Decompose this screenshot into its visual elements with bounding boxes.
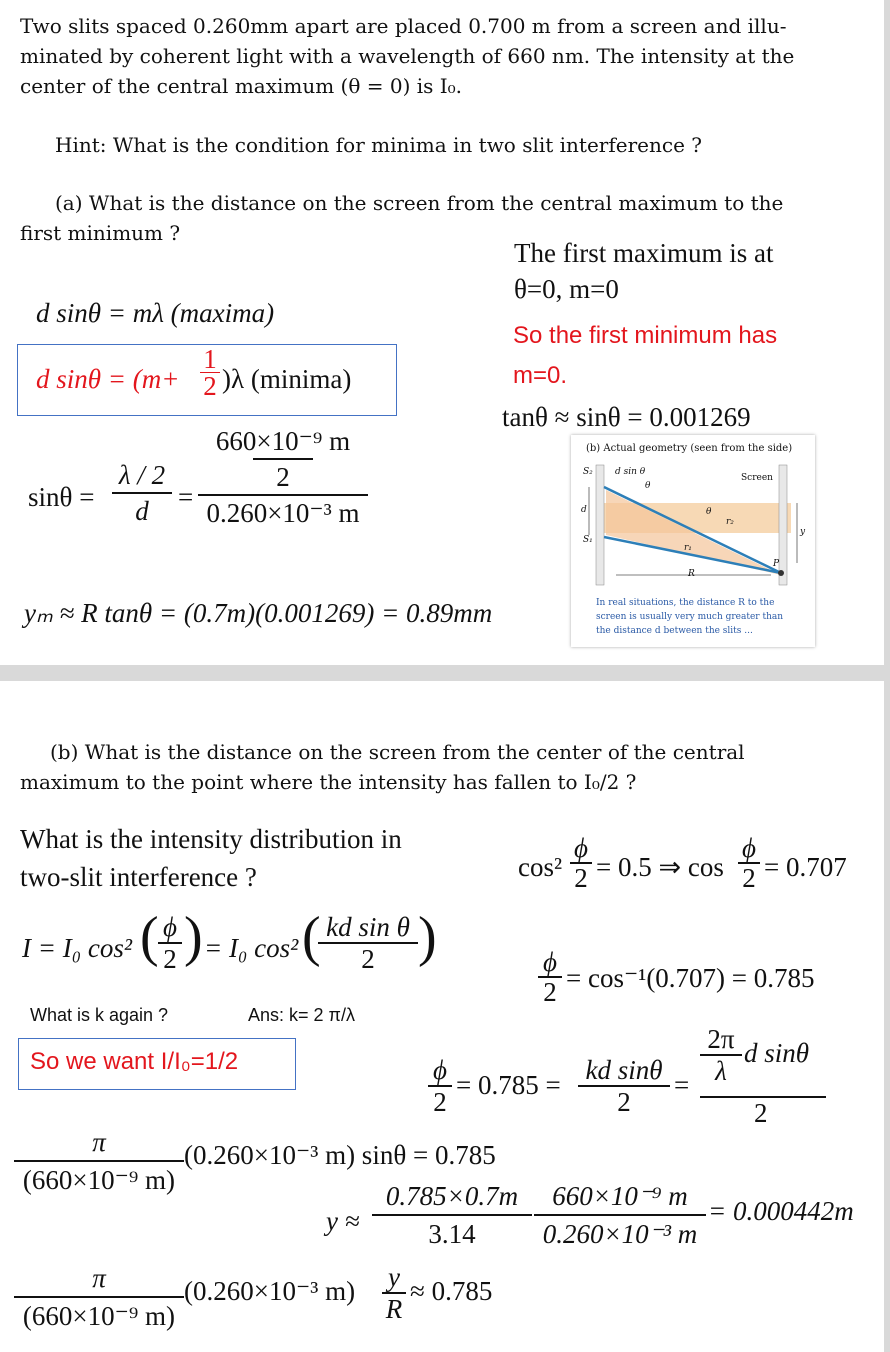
y-num1: 0.785×0.7m [385,1181,519,1211]
y-den1: 3.14 [372,1214,532,1252]
intensity-eq-left: I = I₀ cos² [22,933,132,963]
cos-eq1-frac1 [570,834,592,892]
phf2-num: ϕ [433,1055,447,1085]
y-result: = 0.000442m [708,1196,854,1226]
phi-half-frac [538,948,562,1006]
paren-close-2: ) [418,906,437,968]
yr-den: R [382,1292,406,1324]
equals-2: = [674,1070,690,1100]
yr-num: y [388,1262,400,1292]
frac1-num: ϕ [574,833,588,863]
ifrac2-num: kd sin θ [326,912,410,942]
phf2-den: 2 [428,1085,452,1117]
kdsin-den: 2 [578,1085,670,1117]
tan-equation: tanθ ≈ sinθ = 0.001269 [502,402,751,432]
eq-sin: (0.260×10⁻³ m) sinθ = 0.785 [184,1140,496,1170]
two-pi: 2π [707,1024,735,1054]
pi-frac-1 [14,1124,184,1198]
paren-open-2: ( [302,906,321,968]
label-screen: Screen [741,473,773,483]
figure-title: (b) Actual geometry (seen from the side) [586,443,793,454]
sin-frac [112,458,172,528]
minima-eq-right: )λ (minima) [222,364,352,394]
sin-frac-den: d [112,492,172,528]
label-y: y [800,527,806,537]
label-theta-2: θ [706,507,712,517]
sin-frac2-den: 0.260×10⁻³ m [198,494,368,530]
equals-sign: = [178,482,194,512]
y-frac-2 [534,1178,706,1252]
screen-plate [779,465,787,585]
sin-frac2-num-den: 2 [253,458,313,494]
label-d: d [581,505,587,515]
ifrac1-num: ϕ [163,912,177,942]
label-r2: r₂ [726,517,734,527]
caption-line-2: screen is usually very much greater than [596,612,784,622]
ifrac2-den: 2 [318,942,418,974]
dsin-2: d sinθ [744,1038,810,1068]
k-answer: Ans: k= 2 π/λ [248,1005,355,1025]
sin-frac2 [198,424,368,530]
want-text: So we want I/I₀=1/2 [30,1048,239,1075]
y-den2: 0.260×10⁻³ m [534,1214,706,1252]
point-p [778,570,784,576]
intensity-eq-mid: = I₀ cos² [204,933,299,963]
big-frac-den: 2 [754,1098,768,1128]
ym-equation: yₘ ≈ R tanθ = (0.7m)(0.001269) = 0.89mm [24,598,493,628]
eq-yR-left: (0.260×10⁻³ m) [184,1276,356,1306]
y-over-r-frac [382,1262,406,1324]
first-max-line-1: The first maximum is at [514,238,774,268]
label-theta: θ [645,481,651,491]
kdsin-frac [578,1055,670,1117]
maxima-equation: d sinθ = mλ (maxima) [36,298,275,328]
y-approx: y ≈ [326,1206,360,1236]
first-min-line-2: m=0. [513,362,568,389]
paren-close-1: ) [184,906,203,968]
cos-eq1-mid: = 0.5 ⇒ cos [596,852,724,882]
paren-open-1: ( [140,906,159,968]
first-max-line-2: θ=0, m=0 [514,274,619,304]
pi-2: π [92,1263,106,1293]
cos-eq1-right: = 0.707 [764,852,847,882]
panel-separator [0,665,890,681]
label-s1: S₁ [583,535,593,545]
minima-frac-num: 1 [203,344,217,374]
lambda: λ [700,1054,742,1086]
problem-line-3: center of the central maximum (θ = 0) is I₀. [20,74,463,98]
sin-frac-num: λ / 2 [118,460,166,490]
phi-half-frac-2 [428,1055,452,1117]
phf-den: 2 [538,976,562,1006]
caption-line-3: the distance d between the slits ... [596,626,753,636]
minima-eq-left: d sinθ = (m+ [36,364,180,394]
frac2-den: 2 [738,862,760,892]
slit-barrier [596,465,604,585]
question-b-line-2: maximum to the point where the intensity has fallen to I₀/2 ? [20,770,637,794]
two-pi-lambda-frac [700,1024,742,1086]
y-frac-1 [372,1178,532,1252]
phf-num: ϕ [543,947,557,977]
frac1-den: 2 [570,862,592,892]
problem-line-1: Two slits spaced 0.260mm apart are placed 0.700 m from a screen and illu- [20,14,787,38]
problem-line-2: minated by coherent light with a wavelength of 660 nm. The intensity at the [20,44,795,68]
eq-yR-right: ≈ 0.785 [410,1276,493,1306]
ifrac1-den: 2 [158,942,182,974]
cos-eq1-frac2 [738,834,760,892]
sin-lhs: sinθ = [28,482,95,512]
k-question: What is k again ? [30,1005,169,1025]
pi-frac-2 [14,1260,184,1334]
intensity-question-line-2: two-slit interference ? [20,862,257,892]
intensity-frac2 [318,912,418,974]
wavelength-2: (660×10⁻⁹ m) [14,1296,184,1334]
label-r1: r₁ [684,543,692,553]
first-min-line-1: So the first minimum has [513,322,778,349]
label-r: R [688,569,695,579]
phi-half-eq: = 0.785 = [456,1070,561,1100]
geometry-figure [571,435,815,647]
y-num2: 660×10⁻⁹ m [552,1181,688,1211]
hint-text: Hint: What is the condition for minima in two slit interference ? [55,133,703,157]
kdsin-num: kd sinθ [585,1055,663,1085]
sin-frac2-num-num: 660×10⁻⁹ m [215,426,351,456]
phi-eq-right: = cos⁻¹(0.707) = 0.785 [566,963,815,993]
label-s2: S₂ [583,467,593,477]
question-a-line-1: (a) What is the distance on the screen from the central maximum to the [55,191,784,215]
label-p: P [773,559,780,569]
intensity-frac1 [158,912,182,974]
wavelength-1: (660×10⁻⁹ m) [14,1160,184,1198]
intensity-question-line-1: What is the intensity distribution in [20,824,402,854]
question-b-line-1: (b) What is the distance on the screen from the center of the central [50,740,745,764]
frac2-num: ϕ [742,833,756,863]
caption-line-1: In real situations, the distance R to the [596,598,775,608]
pi-1: π [92,1127,106,1157]
label-dsin: d sin θ [615,467,646,477]
minima-frac-den: 2 [200,372,220,399]
minima-frac [200,346,220,399]
question-a-line-2: first minimum ? [20,221,181,245]
cos-eq1-left: cos² [518,852,563,882]
